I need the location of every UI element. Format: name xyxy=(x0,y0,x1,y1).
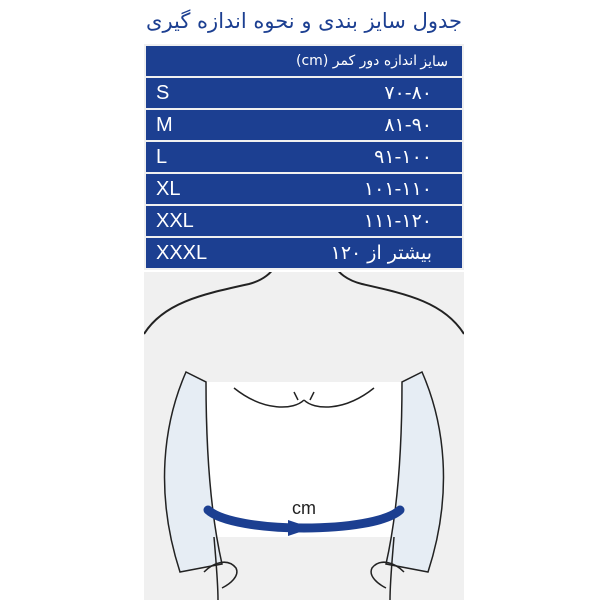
size-cell: L xyxy=(156,146,168,168)
size-cell: XXXL xyxy=(156,242,208,264)
range-cell: ۹۱-۱۰۰ xyxy=(374,146,432,168)
size-cell: S xyxy=(156,82,170,104)
waist-measure-header: اندازه دور کمر (cm) xyxy=(296,53,417,69)
table-row xyxy=(146,142,462,172)
size-header: سایز xyxy=(420,53,448,69)
range-cell: ۱۰۱-۱۱۰ xyxy=(363,178,432,200)
range-cell: ۱۱۱-۱۲۰ xyxy=(363,210,432,232)
range-cell: ۷۰-۸۰ xyxy=(384,82,432,104)
unit-label: cm xyxy=(292,498,316,518)
range-cell: ۸۱-۹۰ xyxy=(384,114,432,136)
table-row xyxy=(146,174,462,204)
size-table xyxy=(144,44,464,270)
page-title: جدول سایز بندی و نحوه اندازه گیری xyxy=(146,9,462,33)
range-cell: بیشتر از ۱۲۰ xyxy=(330,242,432,264)
waist-measure-illustration xyxy=(144,272,464,600)
table-row xyxy=(146,78,462,108)
table-row xyxy=(146,110,462,140)
table-row xyxy=(146,238,462,268)
size-cell: XL xyxy=(156,178,181,200)
size-cell: M xyxy=(156,114,173,136)
table-header xyxy=(146,46,462,76)
size-cell: XXL xyxy=(156,210,194,232)
torso-drawing xyxy=(144,272,464,600)
table-row xyxy=(146,206,462,236)
